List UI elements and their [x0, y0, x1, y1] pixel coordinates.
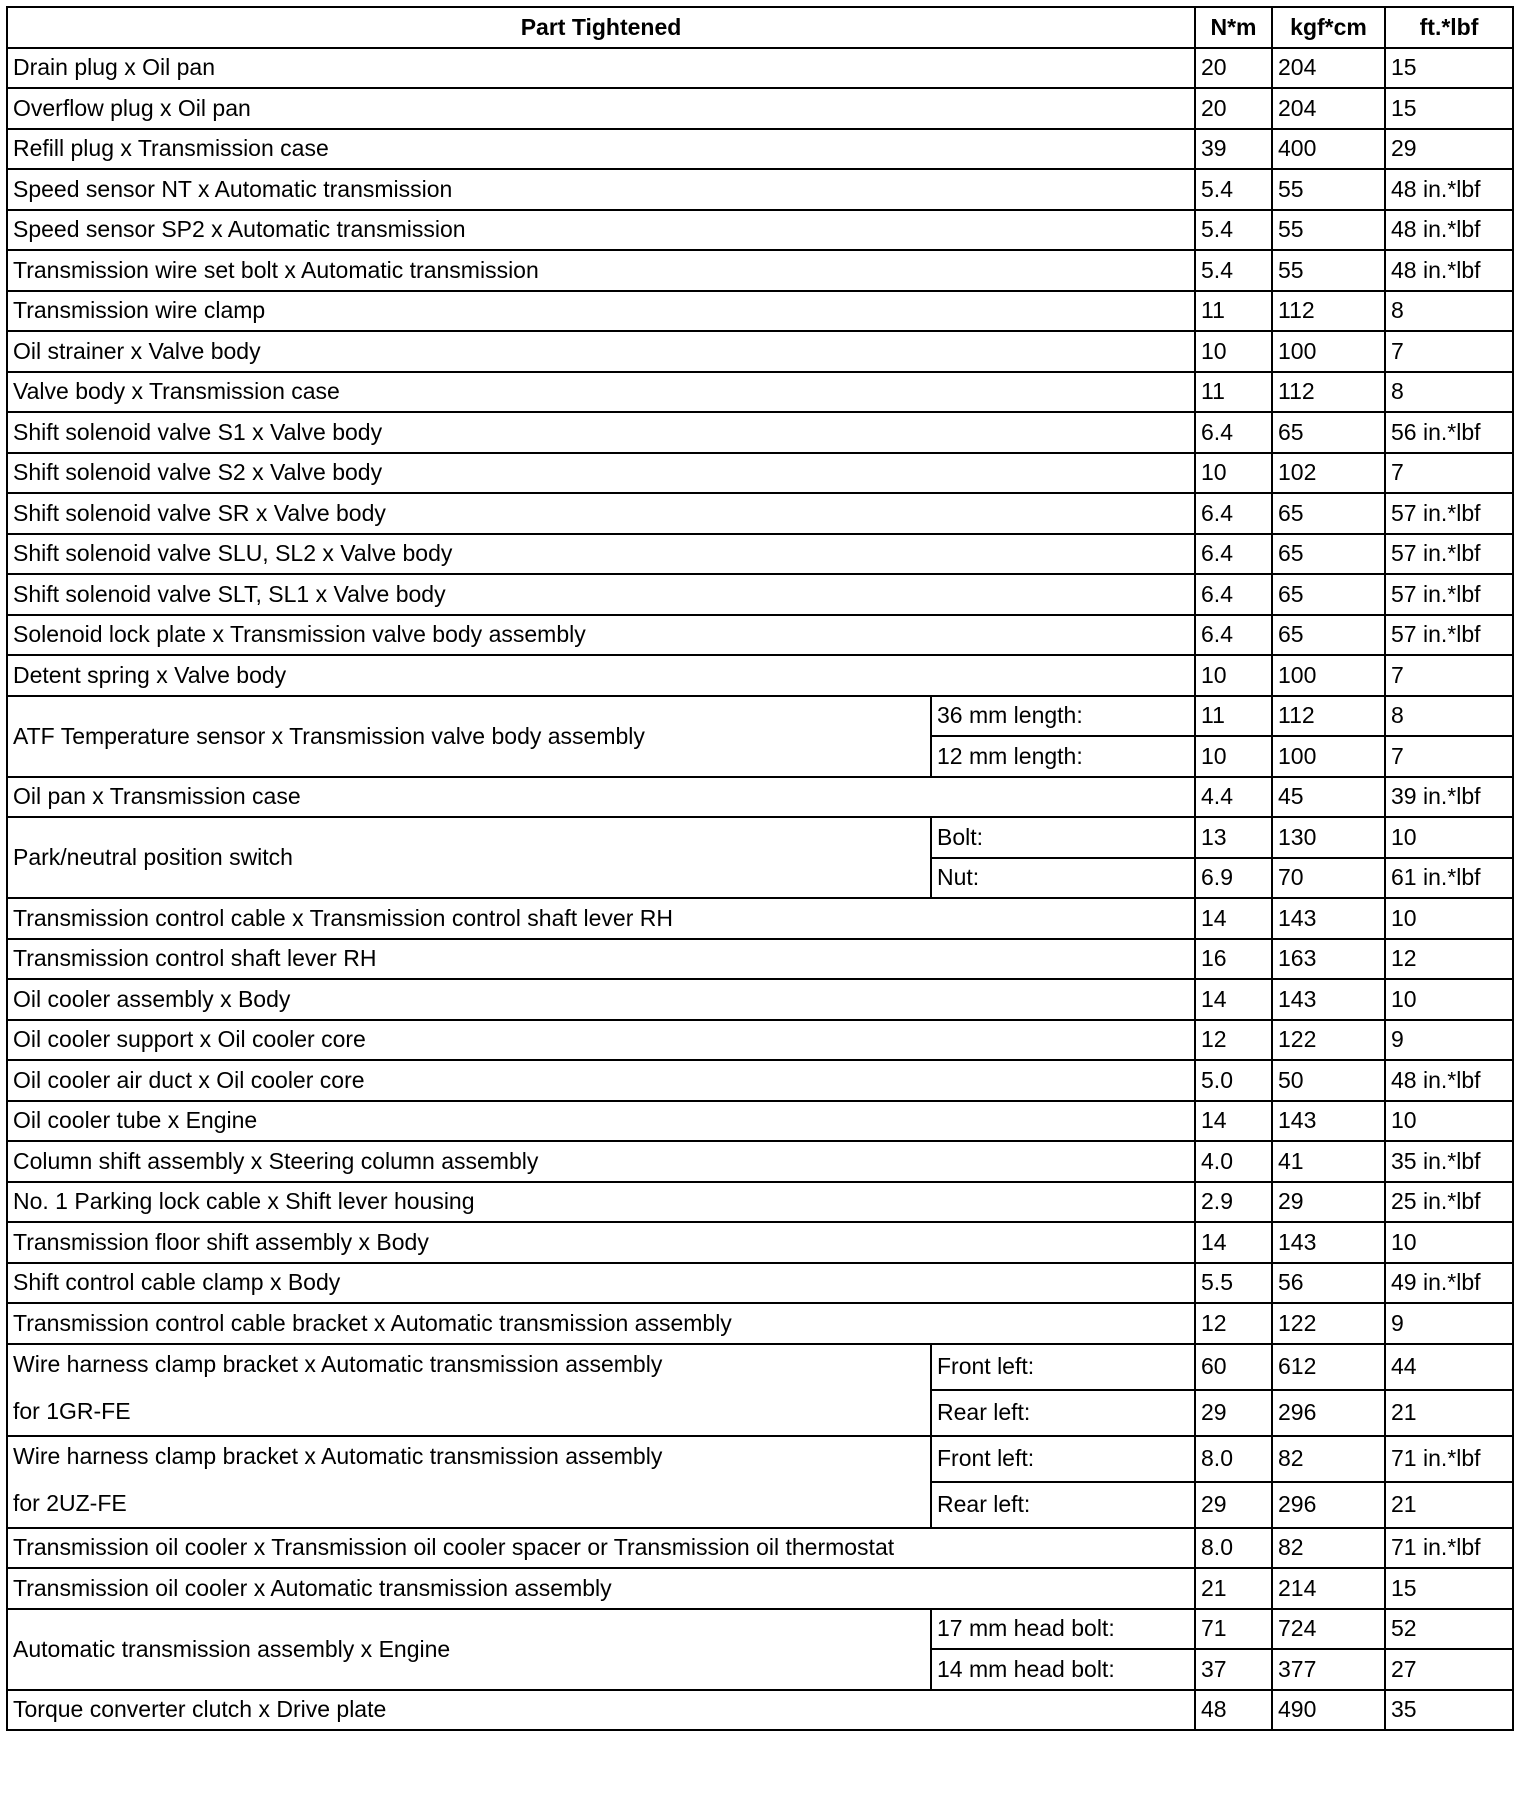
torque-nm: 20 — [1195, 88, 1272, 129]
part-name: Transmission wire clamp — [7, 291, 1195, 332]
table-row — [7, 493, 1513, 534]
part-name: Transmission oil cooler x Transmission oil cooler spacer or Transmission oil thermostat — [7, 1528, 1195, 1569]
condition-label: 12 mm length: — [931, 736, 1195, 777]
table-row — [7, 1609, 1513, 1650]
part-name: Oil cooler assembly x Body — [7, 979, 1195, 1020]
torque-kgfcm: 45 — [1272, 777, 1385, 818]
torque-nm: 48 — [1195, 1690, 1272, 1731]
torque-nm: 10 — [1195, 453, 1272, 494]
torque-kgfcm: 204 — [1272, 88, 1385, 129]
torque-nm: 6.4 — [1195, 534, 1272, 575]
table-row — [7, 1060, 1513, 1101]
torque-kgfcm: 296 — [1272, 1390, 1385, 1436]
table-row — [7, 372, 1513, 413]
torque-ftlbf: 15 — [1385, 1568, 1513, 1609]
torque-kgfcm: 143 — [1272, 1222, 1385, 1263]
torque-ftlbf: 29 — [1385, 129, 1513, 170]
table-row — [7, 696, 1513, 737]
torque-nm: 5.4 — [1195, 210, 1272, 251]
torque-kgfcm: 55 — [1272, 169, 1385, 210]
table-row — [7, 1436, 1513, 1482]
torque-kgfcm: 143 — [1272, 898, 1385, 939]
torque-ftlbf: 35 — [1385, 1690, 1513, 1731]
torque-kgfcm: 143 — [1272, 979, 1385, 1020]
header-nm: N*m — [1195, 7, 1272, 48]
torque-ftlbf: 49 in.*lbf — [1385, 1263, 1513, 1304]
table-row — [7, 1303, 1513, 1344]
torque-ftlbf: 21 — [1385, 1390, 1513, 1436]
torque-kgfcm: 100 — [1272, 655, 1385, 696]
torque-nm: 21 — [1195, 1568, 1272, 1609]
torque-ftlbf: 48 in.*lbf — [1385, 250, 1513, 291]
torque-nm: 71 — [1195, 1609, 1272, 1650]
part-name: Valve body x Transmission case — [7, 372, 1195, 413]
part-name — [7, 1436, 931, 1528]
part-name: Shift solenoid valve S1 x Valve body — [7, 412, 1195, 453]
table-row — [7, 291, 1513, 332]
part-name: Oil pan x Transmission case — [7, 777, 1195, 818]
part-name: Refill plug x Transmission case — [7, 129, 1195, 170]
torque-ftlbf: 10 — [1385, 1101, 1513, 1142]
part-name: Drain plug x Oil pan — [7, 48, 1195, 89]
table-row — [7, 1690, 1513, 1731]
torque-nm: 29 — [1195, 1390, 1272, 1436]
torque-ftlbf: 10 — [1385, 817, 1513, 858]
torque-nm: 8.0 — [1195, 1436, 1272, 1482]
torque-ftlbf: 8 — [1385, 291, 1513, 332]
torque-kgfcm: 400 — [1272, 129, 1385, 170]
table-body — [7, 48, 1513, 1731]
torque-ftlbf: 48 in.*lbf — [1385, 1060, 1513, 1101]
torque-nm: 6.4 — [1195, 412, 1272, 453]
table-row — [7, 453, 1513, 494]
torque-kgfcm: 100 — [1272, 331, 1385, 372]
part-name: Oil cooler tube x Engine — [7, 1101, 1195, 1142]
torque-ftlbf: 10 — [1385, 898, 1513, 939]
table-row — [7, 1568, 1513, 1609]
header-ftlbf: ft.*lbf — [1385, 7, 1513, 48]
torque-ftlbf: 25 in.*lbf — [1385, 1182, 1513, 1223]
torque-ftlbf: 7 — [1385, 736, 1513, 777]
table-row — [7, 1101, 1513, 1142]
table-row — [7, 1182, 1513, 1223]
torque-ftlbf: 57 in.*lbf — [1385, 493, 1513, 534]
torque-ftlbf: 44 — [1385, 1344, 1513, 1390]
torque-nm: 14 — [1195, 1222, 1272, 1263]
part-name: Transmission oil cooler x Automatic transmission assembly — [7, 1568, 1195, 1609]
torque-nm: 10 — [1195, 736, 1272, 777]
torque-kgfcm: 112 — [1272, 291, 1385, 332]
torque-kgfcm: 65 — [1272, 615, 1385, 656]
torque-kgfcm: 65 — [1272, 493, 1385, 534]
torque-kgfcm: 55 — [1272, 250, 1385, 291]
condition-label: Front left: — [931, 1436, 1195, 1482]
torque-kgfcm: 122 — [1272, 1020, 1385, 1061]
torque-ftlbf: 9 — [1385, 1020, 1513, 1061]
torque-nm: 16 — [1195, 939, 1272, 980]
torque-nm: 14 — [1195, 979, 1272, 1020]
torque-nm: 11 — [1195, 372, 1272, 413]
part-name: Transmission floor shift assembly x Body — [7, 1222, 1195, 1263]
torque-kgfcm: 112 — [1272, 696, 1385, 737]
header-kgfcm: kgf*cm — [1272, 7, 1385, 48]
torque-nm: 6.9 — [1195, 858, 1272, 899]
table-row — [7, 1141, 1513, 1182]
table-row — [7, 210, 1513, 251]
torque-ftlbf: 7 — [1385, 453, 1513, 494]
torque-ftlbf: 8 — [1385, 372, 1513, 413]
torque-nm: 5.5 — [1195, 1263, 1272, 1304]
table-row — [7, 534, 1513, 575]
part-name: Torque converter clutch x Drive plate — [7, 1690, 1195, 1731]
torque-kgfcm: 112 — [1272, 372, 1385, 413]
torque-nm: 2.9 — [1195, 1182, 1272, 1223]
torque-nm: 39 — [1195, 129, 1272, 170]
condition-label: Nut: — [931, 858, 1195, 899]
part-name: Oil cooler support x Oil cooler core — [7, 1020, 1195, 1061]
torque-ftlbf: 57 in.*lbf — [1385, 615, 1513, 656]
table-row — [7, 48, 1513, 89]
torque-nm: 11 — [1195, 696, 1272, 737]
part-name-line-2: for 2UZ-FE — [13, 1489, 127, 1516]
table-row — [7, 331, 1513, 372]
table-row — [7, 817, 1513, 858]
torque-kgfcm: 377 — [1272, 1649, 1385, 1690]
table-row — [7, 412, 1513, 453]
table-row — [7, 777, 1513, 818]
torque-ftlbf: 57 in.*lbf — [1385, 534, 1513, 575]
part-name: Speed sensor SP2 x Automatic transmission — [7, 210, 1195, 251]
part-name: Transmission control cable x Transmission control shaft lever RH — [7, 898, 1195, 939]
torque-ftlbf: 15 — [1385, 88, 1513, 129]
torque-ftlbf: 27 — [1385, 1649, 1513, 1690]
torque-kgfcm: 204 — [1272, 48, 1385, 89]
torque-nm: 5.4 — [1195, 169, 1272, 210]
torque-ftlbf: 52 — [1385, 1609, 1513, 1650]
part-name: Shift solenoid valve SLU, SL2 x Valve body — [7, 534, 1195, 575]
condition-label: Rear left: — [931, 1482, 1195, 1528]
torque-ftlbf: 56 in.*lbf — [1385, 412, 1513, 453]
torque-ftlbf: 8 — [1385, 696, 1513, 737]
part-name: Oil strainer x Valve body — [7, 331, 1195, 372]
torque-kgfcm: 724 — [1272, 1609, 1385, 1650]
torque-nm: 6.4 — [1195, 493, 1272, 534]
torque-kgfcm: 296 — [1272, 1482, 1385, 1528]
part-name: Transmission control cable bracket x Automatic transmission assembly — [7, 1303, 1195, 1344]
condition-label: 14 mm head bolt: — [931, 1649, 1195, 1690]
part-name: Transmission control shaft lever RH — [7, 939, 1195, 980]
table-row — [7, 939, 1513, 980]
torque-ftlbf: 15 — [1385, 48, 1513, 89]
header-part-tightened: Part Tightened — [7, 7, 1195, 48]
condition-label: Front left: — [931, 1344, 1195, 1390]
table-header — [7, 7, 1513, 48]
table-row — [7, 129, 1513, 170]
table-row — [7, 1263, 1513, 1304]
part-name: Shift solenoid valve S2 x Valve body — [7, 453, 1195, 494]
torque-ftlbf: 35 in.*lbf — [1385, 1141, 1513, 1182]
condition-label: Bolt: — [931, 817, 1195, 858]
torque-ftlbf: 48 in.*lbf — [1385, 210, 1513, 251]
torque-nm: 14 — [1195, 898, 1272, 939]
torque-kgfcm: 29 — [1272, 1182, 1385, 1223]
torque-nm: 5.0 — [1195, 1060, 1272, 1101]
part-name — [7, 1344, 931, 1436]
torque-nm: 4.4 — [1195, 777, 1272, 818]
torque-ftlbf: 7 — [1385, 331, 1513, 372]
torque-ftlbf: 61 in.*lbf — [1385, 858, 1513, 899]
torque-kgfcm: 130 — [1272, 817, 1385, 858]
torque-kgfcm: 56 — [1272, 1263, 1385, 1304]
torque-nm: 60 — [1195, 1344, 1272, 1390]
torque-nm: 37 — [1195, 1649, 1272, 1690]
torque-nm: 8.0 — [1195, 1528, 1272, 1569]
torque-ftlbf: 10 — [1385, 1222, 1513, 1263]
torque-nm: 5.4 — [1195, 250, 1272, 291]
condition-label: Rear left: — [931, 1390, 1195, 1436]
torque-nm: 11 — [1195, 291, 1272, 332]
condition-label: 36 mm length: — [931, 696, 1195, 737]
torque-ftlbf: 10 — [1385, 979, 1513, 1020]
torque-kgfcm: 41 — [1272, 1141, 1385, 1182]
torque-nm: 6.4 — [1195, 615, 1272, 656]
table-row — [7, 655, 1513, 696]
torque-ftlbf: 12 — [1385, 939, 1513, 980]
part-name: Detent spring x Valve body — [7, 655, 1195, 696]
torque-kgfcm: 143 — [1272, 1101, 1385, 1142]
torque-nm: 10 — [1195, 331, 1272, 372]
torque-ftlbf: 71 in.*lbf — [1385, 1436, 1513, 1482]
torque-kgfcm: 214 — [1272, 1568, 1385, 1609]
torque-kgfcm: 163 — [1272, 939, 1385, 980]
torque-nm: 4.0 — [1195, 1141, 1272, 1182]
part-name-line-1: Wire harness clamp bracket x Automatic transmission assembly — [13, 1442, 663, 1469]
torque-kgfcm: 65 — [1272, 412, 1385, 453]
torque-nm: 29 — [1195, 1482, 1272, 1528]
condition-label: 17 mm head bolt: — [931, 1609, 1195, 1650]
table-row — [7, 574, 1513, 615]
part-name: No. 1 Parking lock cable x Shift lever housing — [7, 1182, 1195, 1223]
table-row — [7, 979, 1513, 1020]
part-name: Transmission wire set bolt x Automatic transmission — [7, 250, 1195, 291]
torque-spec-table — [6, 6, 1514, 1731]
part-name: Speed sensor NT x Automatic transmission — [7, 169, 1195, 210]
torque-nm: 10 — [1195, 655, 1272, 696]
torque-kgfcm: 612 — [1272, 1344, 1385, 1390]
table-row — [7, 615, 1513, 656]
torque-kgfcm: 490 — [1272, 1690, 1385, 1731]
torque-kgfcm: 50 — [1272, 1060, 1385, 1101]
torque-kgfcm: 82 — [1272, 1436, 1385, 1482]
table-row — [7, 169, 1513, 210]
torque-ftlbf: 39 in.*lbf — [1385, 777, 1513, 818]
part-name-line-2: for 1GR-FE — [13, 1397, 131, 1424]
torque-nm: 6.4 — [1195, 574, 1272, 615]
torque-kgfcm: 65 — [1272, 574, 1385, 615]
torque-ftlbf: 21 — [1385, 1482, 1513, 1528]
torque-ftlbf: 7 — [1385, 655, 1513, 696]
torque-kgfcm: 100 — [1272, 736, 1385, 777]
part-name-line-1: Wire harness clamp bracket x Automatic transmission assembly — [13, 1350, 663, 1377]
torque-ftlbf: 57 in.*lbf — [1385, 574, 1513, 615]
part-name: Shift solenoid valve SR x Valve body — [7, 493, 1195, 534]
part-name: Overflow plug x Oil pan — [7, 88, 1195, 129]
torque-kgfcm: 55 — [1272, 210, 1385, 251]
header-row — [7, 7, 1513, 48]
torque-kgfcm: 102 — [1272, 453, 1385, 494]
torque-kgfcm: 65 — [1272, 534, 1385, 575]
torque-nm: 20 — [1195, 48, 1272, 89]
table-row — [7, 1344, 1513, 1390]
torque-nm: 13 — [1195, 817, 1272, 858]
part-name: Oil cooler air duct x Oil cooler core — [7, 1060, 1195, 1101]
table-row — [7, 1020, 1513, 1061]
table-row — [7, 1222, 1513, 1263]
table-row — [7, 250, 1513, 291]
torque-kgfcm: 70 — [1272, 858, 1385, 899]
part-name: Park/neutral position switch — [7, 817, 931, 898]
torque-ftlbf: 48 in.*lbf — [1385, 169, 1513, 210]
part-name: Shift control cable clamp x Body — [7, 1263, 1195, 1304]
torque-nm: 14 — [1195, 1101, 1272, 1142]
part-name: Automatic transmission assembly x Engine — [7, 1609, 931, 1690]
part-name: ATF Temperature sensor x Transmission valve body assembly — [7, 696, 931, 777]
torque-ftlbf: 9 — [1385, 1303, 1513, 1344]
torque-nm: 12 — [1195, 1303, 1272, 1344]
table-row — [7, 1528, 1513, 1569]
torque-kgfcm: 82 — [1272, 1528, 1385, 1569]
table-row — [7, 898, 1513, 939]
table-row — [7, 88, 1513, 129]
torque-kgfcm: 122 — [1272, 1303, 1385, 1344]
torque-ftlbf: 71 in.*lbf — [1385, 1528, 1513, 1569]
torque-nm: 12 — [1195, 1020, 1272, 1061]
part-name: Solenoid lock plate x Transmission valve body assembly — [7, 615, 1195, 656]
part-name: Shift solenoid valve SLT, SL1 x Valve body — [7, 574, 1195, 615]
part-name: Column shift assembly x Steering column assembly — [7, 1141, 1195, 1182]
